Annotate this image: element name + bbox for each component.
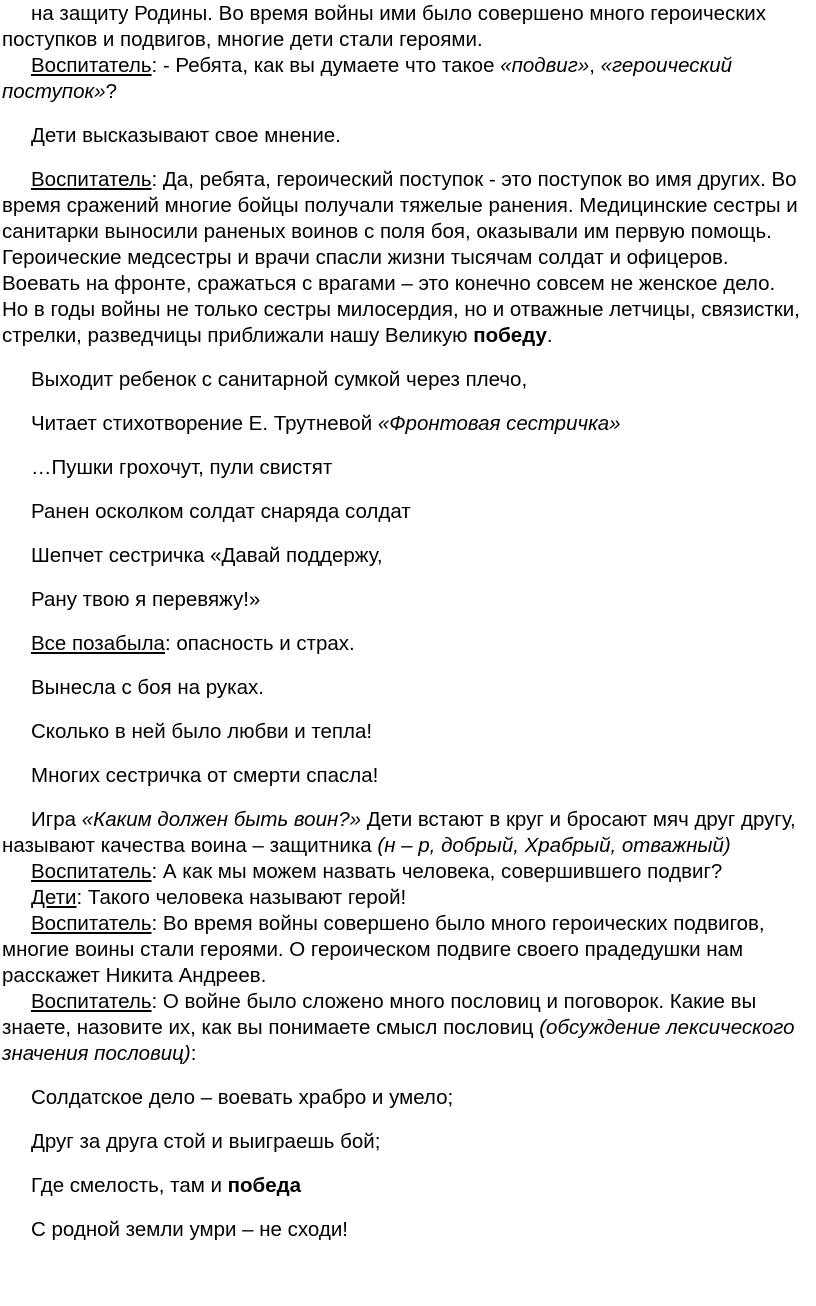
paragraph-teacher-hero-question: Воспитатель: А как мы можем назвать человека, совершившего подвиг? — [31, 860, 723, 883]
paragraph-game: Игра «Каким должен быть воин?» Дети встают в круг и бросают мяч друг другу, называют качества воина – защитника (н – р, добрый, Храбрый, отважный) — [2, 808, 796, 857]
speaker-label: Воспитатель — [31, 990, 152, 1013]
poem-line: Сколько в ней было любви и тепла! — [31, 720, 373, 743]
speaker-label: Дети — [31, 886, 77, 909]
speaker-label: Воспитатель — [31, 912, 152, 935]
paragraph-teacher-proverbs: Воспитатель: О войне было сложено много пословиц и поговорок. Какие вы знаете, назовите их, как вы понимаете смысл пословиц (обсуждение лексического значения пословиц): — [2, 990, 795, 1065]
proverb-line: С родной земли умри – не сходи! — [31, 1218, 348, 1241]
paragraph-children-opinion: Дети высказывают свое мнение. — [31, 124, 341, 147]
poem-line: …Пушки грохочут, пули свистят — [31, 456, 333, 479]
proverb-line: Где смелость, там и победа — [31, 1174, 302, 1197]
paragraph-teacher-explanation: Воспитатель: Да, ребята, героический поступок - это поступок во имя других. Во время сражений многие бойцы получали тяжелые ранения. Медицинские сестры и санитарки выносили раненых воинов с поля боя, оказывали им первую помощь. Героические медсестры и врачи спасли жизни тысячам солдат и офицеров. Воевать на фронте, сражаться с врагами – это конечно совсем не женское дело. Но в годы войны не только сестры милосердия, но и отважные летчицы, связистки, стрелки, разведчицы приближали нашу Великую победу. — [2, 168, 800, 347]
paragraph-teacher-question: Воспитатель: - Ребята, как вы думаете что такое «подвиг», «героический поступок»? — [2, 54, 733, 103]
paragraph-teacher-grandfather: Воспитатель: Во время войны совершено было много героических подвигов, многие воины стали героями. О героическом подвиге своего прадедушки нам расскажет Никита Андреев. — [2, 912, 765, 987]
poem-line: Все позабыла: опасность и страх. — [31, 632, 355, 655]
proverb-line: Солдатское дело – воевать храбро и умело; — [31, 1086, 454, 1109]
poem-line: Многих сестричка от смерти спасла! — [31, 764, 379, 787]
poem-line: Ранен осколком солдат снаряда солдат — [31, 500, 411, 523]
paragraph-intro: на защиту Родины. Во время войны ими было совершено много героических поступков и подвигов, многие дети стали героями. — [2, 2, 766, 51]
paragraph-children-answer: Дети: Такого человека называют герой! — [31, 886, 407, 909]
poem-line: Рану твою я перевяжу!» — [31, 588, 261, 611]
paragraph-reads-poem: Читает стихотворение Е. Трутневой «Фронтовая сестричка» — [31, 412, 621, 435]
paragraph-child-enters: Выходит ребенок с санитарной сумкой через плечо, — [31, 368, 528, 391]
speaker-label: Воспитатель — [31, 860, 152, 883]
speaker-label: Воспитатель — [31, 54, 152, 77]
proverb-line: Друг за друга стой и выиграешь бой; — [31, 1130, 381, 1153]
poem-line: Вынесла с боя на руках. — [31, 676, 264, 699]
speaker-label: Воспитатель — [31, 168, 152, 191]
poem-line: Шепчет сестричка «Давай поддержу, — [31, 544, 383, 567]
